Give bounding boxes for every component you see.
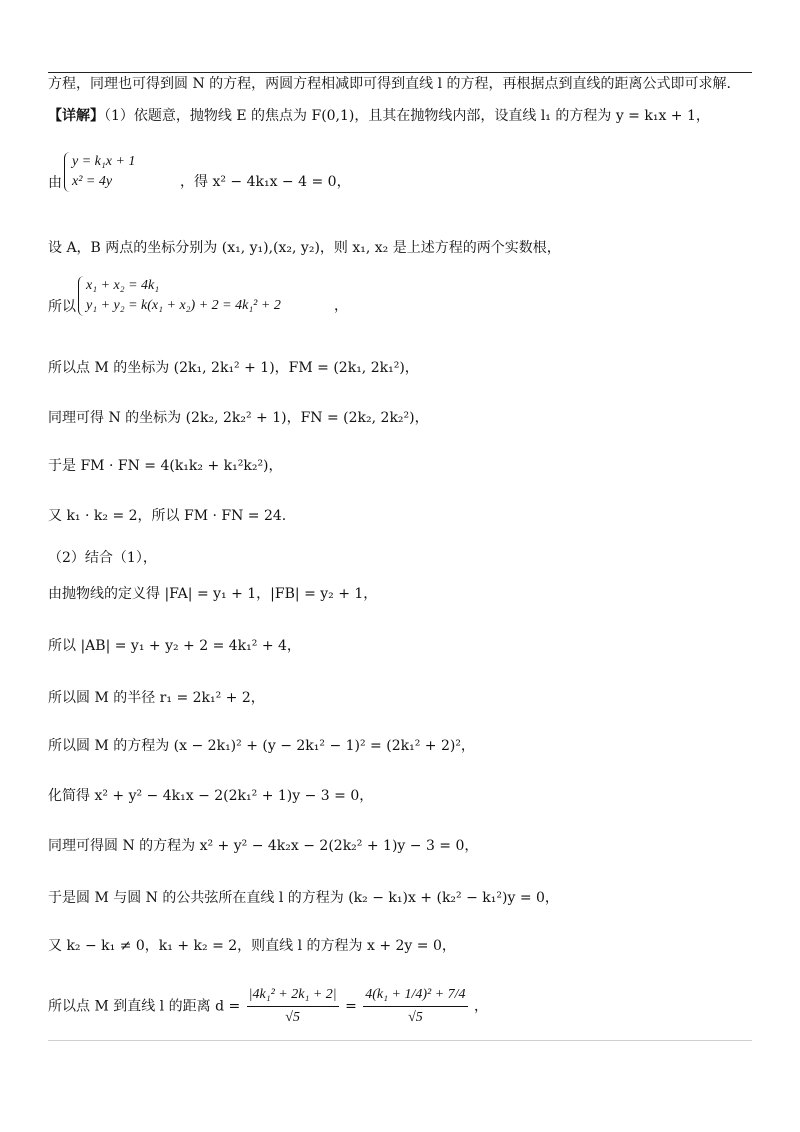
- text-line-17: 于是圆 M 与圆 N 的公共弦所在直线 l 的方程为 (k₂ − k₁)x + (k₂² − k₁²)y = 0，: [48, 890, 559, 906]
- header-rule: [48, 72, 752, 73]
- text-line-4: 设 A，B 两点的坐标分别为 (x₁, y₁),(x₂, y₂)，则 x₁, x₂ 是上述方程的两个实数根，: [48, 240, 561, 256]
- text-line-10: （2）结合（1），: [48, 550, 157, 566]
- distance-lead: 所以点 M 到直线 l 的距离 d =: [48, 998, 241, 1015]
- text-line-18: 又 k₂ − k₁ ≠ 0，k₁ + k₂ = 2，则直线 l 的方程为 x + 2y = 0，: [48, 938, 456, 954]
- system-lead: 由: [48, 175, 62, 191]
- system-row-1: y = k₁x + 1: [72, 154, 136, 169]
- equals-sign: =: [345, 998, 357, 1015]
- fraction-2: [363, 984, 467, 1029]
- fraction-2-numerator: 4(k₁ + 1/4)² + 7/4: [363, 984, 467, 1007]
- text-line-2: [48, 106, 710, 126]
- system-row-2: x² = 4y: [72, 174, 113, 189]
- text-line-12: 所以 |AB| = y₁ + y₂ + 2 = 4k₁² + 4，: [48, 638, 301, 654]
- text-line-8: 于是 FM · FN = 4(k₁k₂ + k₁²k₂²)，: [48, 458, 283, 474]
- text-line-6: 所以点 M 的坐标为 (2k₁, 2k₁² + 1)，FM = (2k₁, 2k₁²)，: [48, 360, 419, 376]
- fraction-1-denominator: √5: [285, 1010, 300, 1025]
- system-row-1: x₁ + x₂ = 4k₁: [86, 278, 160, 293]
- system-row-2: y₁ + y₂ = k(x₁ + x₂) + 2 = 4k₁² + 2: [86, 298, 281, 313]
- fraction-1: [247, 984, 339, 1029]
- equation-system-1: [48, 152, 448, 196]
- fraction-1-numerator: |4k₁² + 2k₁ + 2|: [247, 984, 339, 1007]
- fraction-2-denominator: √5: [408, 1010, 423, 1025]
- text-line-11: 由抛物线的定义得 |FA| = y₁ + 1，|FB| = y₂ + 1，: [48, 586, 378, 602]
- text-line-16: 同理可得圆 N 的方程为 x² + y² − 4k₂x − 2(2k₂² + 1)y − 3 = 0，: [48, 838, 479, 854]
- detail-label: 【详解】: [48, 108, 104, 124]
- text-line-1: 方程，同理也可得到圆 N 的方程，两圆方程相减即可得到直线 l 的方程，再根据点到直线的距离公式即可求解.: [48, 76, 731, 92]
- text-line-14: 所以圆 M 的方程为 (x − 2k₁)² + (y − 2k₁² − 1)² = (2k₁² + 2)²，: [48, 738, 475, 754]
- system-tail: ，: [334, 298, 348, 314]
- detail-text: （1）依题意，抛物线 E 的焦点为 F(0,1)，且其在抛物线内部，设直线 l₁ 的方程为 y = k₁x + 1，: [104, 108, 710, 124]
- text-line-7: 同理可得 N 的坐标为 (2k₂, 2k₂² + 1)，FN = (2k₂, 2k₂²)，: [48, 410, 429, 426]
- text-line-19: [48, 984, 488, 1029]
- equation-system-2: [48, 276, 468, 320]
- brace: [64, 152, 71, 192]
- system-lead: 所以: [48, 299, 76, 315]
- text-line-9: 又 k₁ · k₂ = 2，所以 FM · FN = 24.: [48, 508, 287, 524]
- text-line-15: 化简得 x² + y² − 4k₁x − 2(2k₁² + 1)y − 3 = 0，: [48, 788, 374, 804]
- text-line-13: 所以圆 M 的半径 r₁ = 2k₁² + 2，: [48, 690, 265, 706]
- distance-tail: ，: [474, 998, 488, 1015]
- system-tail: ，得 x² − 4k₁x − 4 = 0，: [180, 174, 351, 190]
- brace: [78, 276, 85, 316]
